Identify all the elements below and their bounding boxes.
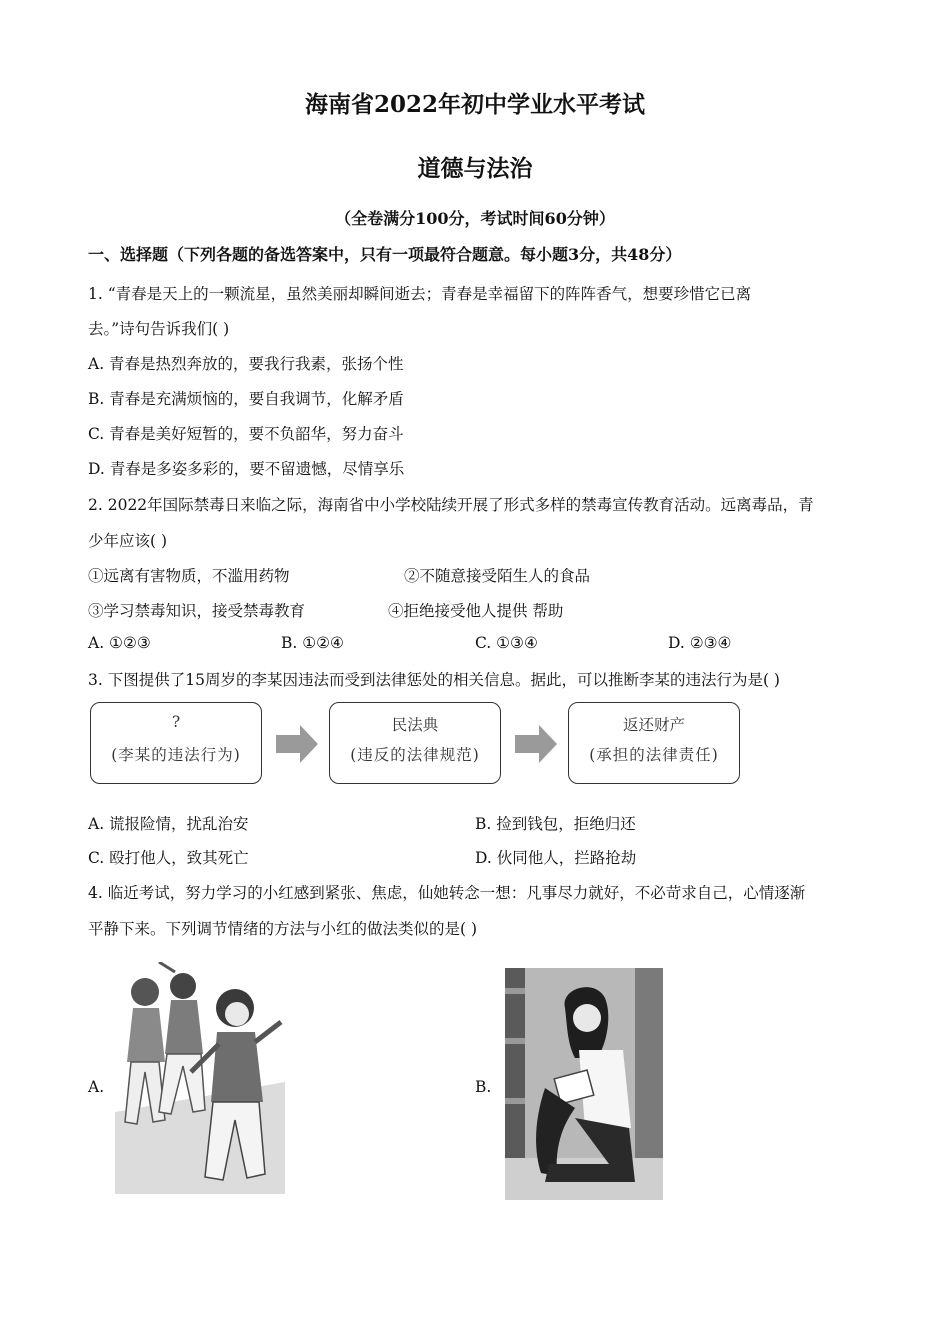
q1-option-d: D. 青春是多姿多彩的，要不留遗憾，尽情享乐 <box>88 460 405 478</box>
flow-box-violation <box>90 702 262 784</box>
dancing-girls-illustration <box>115 962 285 1194</box>
girl-reading-photo <box>505 968 663 1200</box>
flow-box-violation-line2: (李某的违法行为) <box>111 746 241 764</box>
flow-box-law-line1: 民法典 <box>391 716 439 734</box>
exam-note: （全卷满分100分，考试时间60分钟） <box>335 209 615 228</box>
q4-option-a-label: A. <box>88 1078 105 1096</box>
q1-stem-line1: 1. “青春是天上的一颗流星，虽然美丽却瞬间逝去；青春是幸福留下的阵阵香气，想要珍惜它已离 <box>88 285 752 303</box>
q1-option-c: C. 青春是美好短暂的，要不负韶华，努力奋斗 <box>88 425 404 443</box>
q2-item-1: ①远离有害物质，不滥用药物 <box>88 567 290 585</box>
flow-box-law-line2: (违反的法律规范) <box>350 746 480 764</box>
section-heading: 一、选择题（下列各题的备选答案中，只有一项最符合题意。每小题3分，共48分） <box>88 245 682 264</box>
flow-box-liability <box>568 702 740 784</box>
q2-stem-line2: 少年应该( ) <box>88 532 168 550</box>
subject-title: 道德与法治 <box>417 155 533 182</box>
flow-arrow-icon-1 <box>276 725 318 763</box>
q3-stem: 3. 下图提供了15周岁的李某因违法而受到法律惩处的相关信息。据此，可以推断李某的违法行为是( ) <box>88 671 780 689</box>
flow-box-violation-line1: ? <box>171 713 181 731</box>
q3-option-d: D. 伙同他人，拦路抢劫 <box>475 849 637 867</box>
q2-option-c: C. ①③④ <box>475 634 538 652</box>
q2-item-2: ②不随意接受陌生人的食品 <box>404 567 591 585</box>
q4-stem-line1: 4. 临近考试，努力学习的小红感到紧张、焦虑，仙她转念一想：凡事尽力就好，不必苛求自己，心情逐渐 <box>88 884 806 902</box>
q3-option-c: C. 殴打他人，致其死亡 <box>88 849 249 867</box>
q4-option-b-label: B. <box>475 1078 492 1096</box>
q2-stem-line1: 2. 2022年国际禁毒日来临之际，海南省中小学校陆续开展了形式多样的禁毒宣传教育活动。远离毒品，青 <box>88 496 814 514</box>
exam-title: 海南省2022年初中学业水平考试 <box>304 91 645 118</box>
q4-stem-line2: 平静下来。下列调节情绪的方法与小红的做法类似的是( ) <box>88 920 478 938</box>
q3-option-b: B. 捡到钱包，拒绝归还 <box>475 815 636 833</box>
flow-box-law <box>329 702 501 784</box>
q2-option-d: D. ②③④ <box>668 634 732 652</box>
flow-arrow-icon-2 <box>515 725 557 763</box>
q1-option-b: B. 青春是充满烦恼的，要自我调节，化解矛盾 <box>88 390 404 408</box>
q2-item-4: ④拒绝接受他人提供 帮助 <box>388 602 564 620</box>
q1-stem-line2: 去。”诗句告诉我们( ) <box>88 320 230 338</box>
q3-option-a: A. 谎报险情，扰乱治安 <box>88 815 249 833</box>
q1-option-a: A. 青春是热烈奔放的，要我行我素，张扬个性 <box>88 355 404 373</box>
flow-box-liability-line1: 返还财产 <box>622 716 685 734</box>
q2-option-b: B. ①②④ <box>281 634 344 652</box>
flow-box-liability-line2: (承担的法律责任) <box>589 746 719 764</box>
q2-item-3: ③学习禁毒知识，接受禁毒教育 <box>88 602 306 620</box>
q2-option-a: A. ①②③ <box>88 634 151 652</box>
